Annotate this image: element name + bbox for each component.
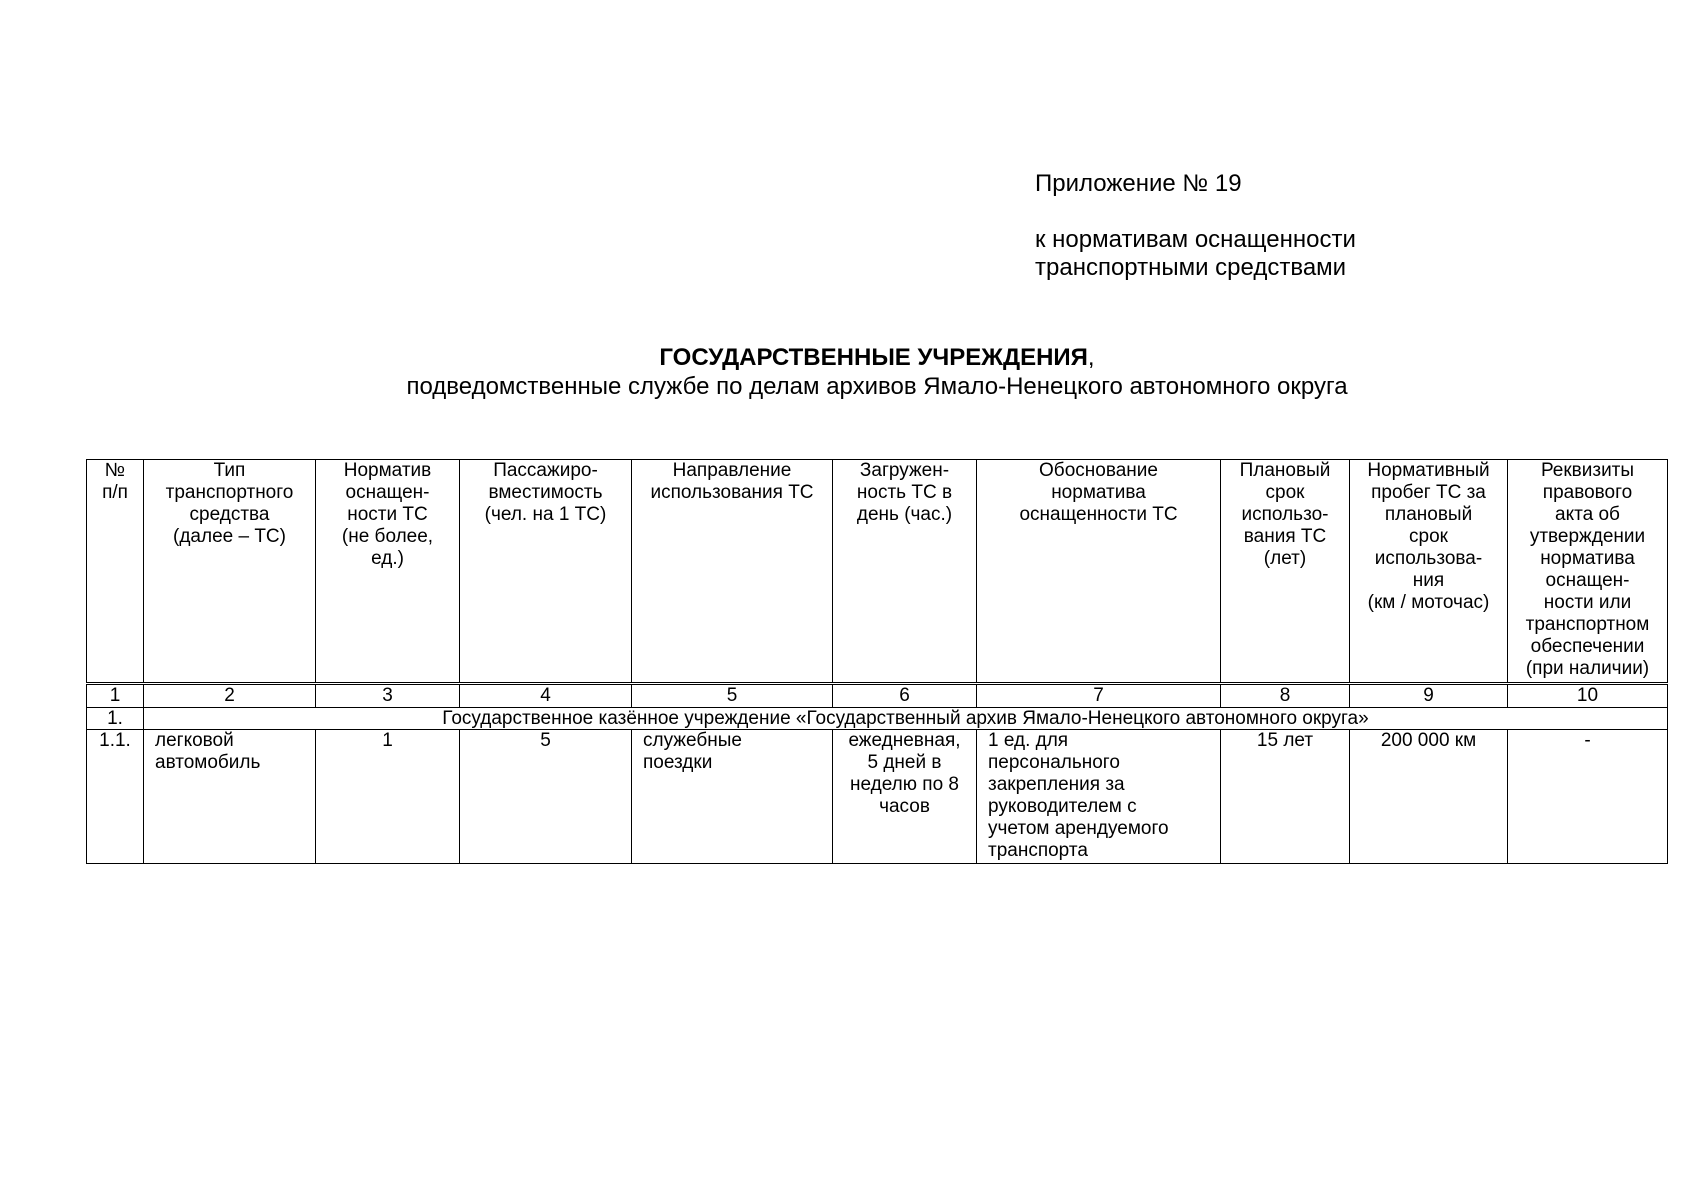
table-row [87, 730, 1668, 864]
column-number-cell: 9 [1350, 684, 1508, 708]
table-header-cell: Нормативный пробег ТС за плановый срок использова- ния (км / моточас) [1350, 460, 1508, 684]
cell-requisites: - [1508, 730, 1668, 864]
cell-justification: 1 ед. для персонального закрепления за руководителем с учетом арендуемого транспорта [977, 730, 1221, 864]
group-number: 1. [87, 708, 144, 730]
cell-term: 15 лет [1221, 730, 1350, 864]
appendix-caption [1035, 170, 1356, 282]
cell-direction: служебные поездки [632, 730, 833, 864]
appendix-number: Приложение № 19 [1035, 170, 1242, 197]
table-header-cell: Пассажиро- вместимость (чел. на 1 ТС) [460, 460, 632, 684]
cell-norm: 1 [316, 730, 460, 864]
column-number-cell: 7 [977, 684, 1221, 708]
group-row [87, 708, 1668, 730]
column-number-cell: 4 [460, 684, 632, 708]
cell-num: 1.1. [87, 730, 144, 864]
column-number-cell: 6 [833, 684, 977, 708]
title-main-line [87, 343, 1667, 372]
table-header-cell: Плановый срок использо- вания ТС (лет) [1221, 460, 1350, 684]
column-number-cell: 5 [632, 684, 833, 708]
table-header-cell: Норматив оснащен- ности ТС (не более, ед.) [316, 460, 460, 684]
table-header-cell: Обоснование норматива оснащенности ТС [977, 460, 1221, 684]
appendix-reference-line-1: к нормативам оснащенности [1035, 226, 1356, 253]
table-header-cell: Загружен- ность ТС в день (час.) [833, 460, 977, 684]
cell-capacity: 5 [460, 730, 632, 864]
column-number-row [87, 684, 1668, 708]
appendix-reference-line-2: транспортными средствами [1035, 254, 1347, 281]
table-header-cell: № п/п [87, 460, 144, 684]
document-title [87, 343, 1667, 401]
title-comma: , [1087, 344, 1095, 371]
column-number-cell: 10 [1508, 684, 1668, 708]
table-header-cell: Реквизиты правового акта об утверждении норматива оснащен- ности или транспортном обеспечении (при наличии) [1508, 460, 1668, 684]
table-header-cell: Направление использования ТС [632, 460, 833, 684]
column-number-cell: 3 [316, 684, 460, 708]
cell-load: ежедневная, 5 дней в неделю по 8 часов [833, 730, 977, 864]
column-number-cell: 2 [144, 684, 316, 708]
title-main: ГОСУДАРСТВЕННЫЕ УЧРЕЖДЕНИЯ [659, 344, 1088, 371]
table-header-cell: Тип транспортного средства (далее – ТС) [144, 460, 316, 684]
norms-table [86, 459, 1668, 864]
cell-vehicle-type: легковой автомобиль [144, 730, 316, 864]
column-number-cell: 1 [87, 684, 144, 708]
appendix-gap [1035, 198, 1356, 226]
title-subtitle: подведомственные службе по делам архивов Ямало-Ненецкого автономного округа [406, 373, 1348, 400]
group-name: Государственное казённое учреждение «Государственный архив Ямало-Ненецкого автономного округа» [144, 708, 1668, 730]
cell-mileage: 200 000 км [1350, 730, 1508, 864]
table-header-row [87, 460, 1668, 684]
column-number-cell: 8 [1221, 684, 1350, 708]
